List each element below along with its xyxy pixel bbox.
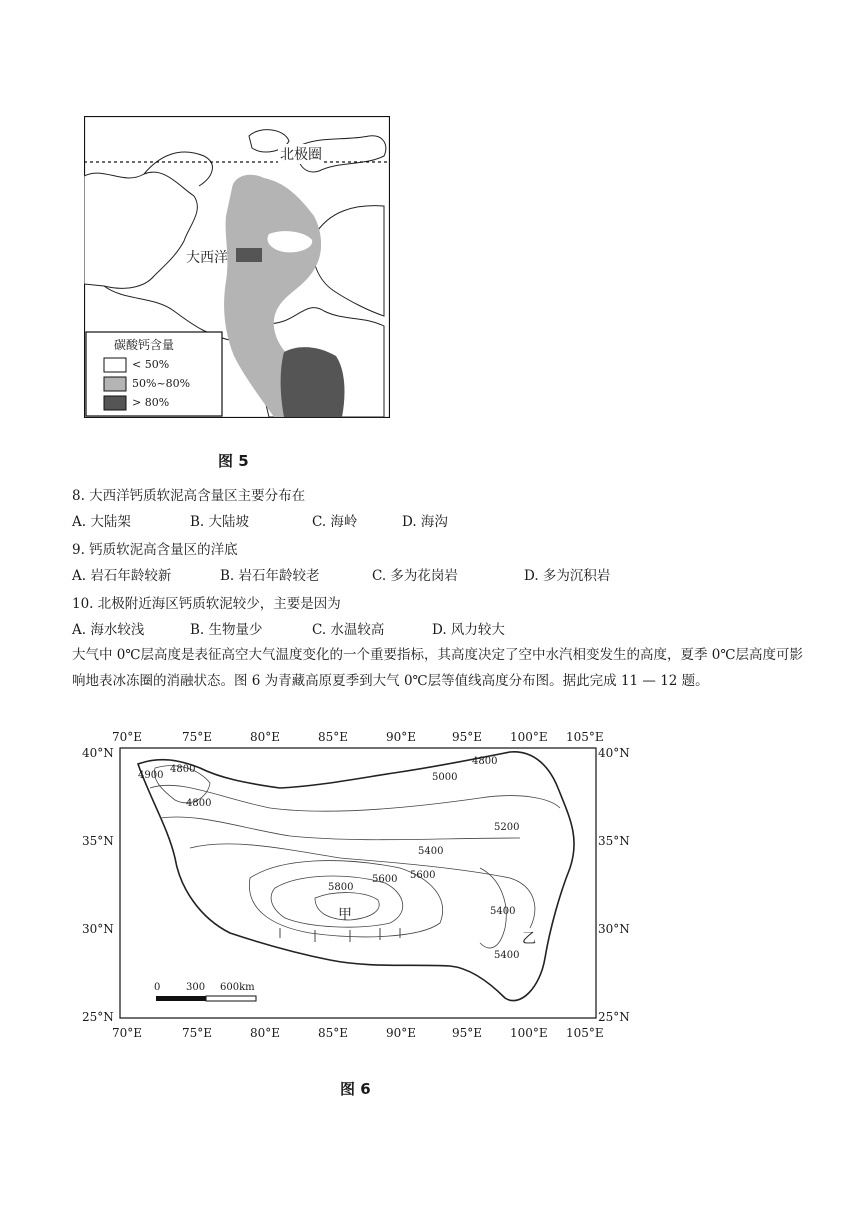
- legend-label-low: < 50%: [132, 358, 170, 371]
- contour-label: 5200: [494, 822, 520, 833]
- lon-label-bottom-80: 80°E: [250, 1026, 281, 1040]
- lat-label-right-25: 25°N: [598, 1010, 630, 1024]
- scale-label-600: 600km: [220, 982, 255, 993]
- figure-6-map: [80, 728, 640, 1048]
- legend-label-high: > 80%: [132, 396, 170, 409]
- lon-label-bottom-70: 70°E: [112, 1026, 143, 1040]
- contour-label: 5600: [372, 874, 398, 885]
- lon-label-bottom-85: 85°E: [318, 1026, 349, 1040]
- contour-label: 5600: [410, 870, 436, 881]
- question-9-option-d[interactable]: D. 多为沉积岩: [524, 568, 611, 584]
- question-8-option-d[interactable]: D. 海沟: [402, 514, 448, 530]
- contour-label: 5800: [328, 882, 354, 893]
- contour-label: 4900: [138, 770, 164, 781]
- question-8-option-a[interactable]: A. 大陆架: [72, 514, 131, 530]
- question-9-stem: 9. 钙质软泥高含量区的洋底: [72, 542, 238, 558]
- question-10-option-c[interactable]: C. 水温较高: [312, 622, 385, 638]
- lon-label-top-100: 100°E: [510, 730, 548, 744]
- question-8-stem: 8. 大西洋钙质软泥高含量区主要分布在: [72, 488, 306, 504]
- figure-5-svg: [84, 116, 390, 418]
- atlantic-ocean-label: 大西洋: [186, 250, 228, 266]
- lon-label-top-75: 75°E: [182, 730, 213, 744]
- lat-label-right-35: 35°N: [598, 834, 630, 848]
- figure-6-svg: [80, 728, 640, 1048]
- scale-label-0: 0: [154, 982, 161, 993]
- legend-swatch-low: [104, 358, 126, 372]
- legend-title: 碳酸钙含量: [114, 338, 175, 352]
- lat-label-right-40: 40°N: [598, 746, 630, 760]
- lat-label-left-30: 30°N: [82, 922, 114, 936]
- map-frame: [120, 748, 596, 1018]
- lat-label-right-30: 30°N: [598, 922, 630, 936]
- lon-label-bottom-105: 105°E: [566, 1026, 604, 1040]
- contour-label: 5400: [494, 950, 520, 961]
- high-calcium-zone-south: [281, 347, 345, 417]
- contour-label: 5000: [432, 772, 458, 783]
- question-10-option-d[interactable]: D. 风力较大: [432, 622, 505, 638]
- figure-6-caption: 图 6: [340, 1080, 371, 1098]
- arctic-circle-label: 北极圈: [278, 144, 324, 164]
- question-10-stem: 10. 北极附近海区钙质软泥较少，主要是因为: [72, 596, 341, 612]
- lon-label-top-90: 90°E: [386, 730, 417, 744]
- contour-label: 5400: [490, 906, 516, 917]
- question-8-option-b[interactable]: B. 大陆坡: [190, 514, 250, 530]
- intro-paragraph: 大气中 0℃层高度是表征高空大气温度变化的一个重要指标，其高度决定了空中水汽相变发生的高度，夏季 0℃层高度可影响地表冰冻圈的消融状态。图 6 为青藏高原夏季到大气 0℃层等值线高度分布图。据此完成 11 — 12 题。: [72, 647, 803, 689]
- question-9-option-b[interactable]: B. 岩石年龄较老: [220, 568, 320, 584]
- lon-label-top-105: 105°E: [566, 730, 604, 744]
- lat-label-left-35: 35°N: [82, 834, 114, 848]
- lat-label-left-40: 40°N: [82, 746, 114, 760]
- legend-swatch-high: [104, 396, 126, 410]
- legend-swatch-mid: [104, 377, 126, 391]
- figure-5-map: [84, 116, 390, 418]
- legend-label-mid: 50%~80%: [132, 377, 191, 390]
- contour-label: 4800: [186, 798, 212, 809]
- lon-label-bottom-75: 75°E: [182, 1026, 213, 1040]
- contour-label: 4800: [170, 764, 196, 775]
- high-calcium-zone-north: [236, 248, 262, 262]
- lon-label-bottom-90: 90°E: [386, 1026, 417, 1040]
- contour-label: 5400: [418, 846, 444, 857]
- figure-5-caption: 图 5: [218, 452, 249, 470]
- point-label-yi: 乙: [522, 931, 536, 947]
- contour-label: 4800: [472, 756, 498, 767]
- lon-label-top-80: 80°E: [250, 730, 281, 744]
- lon-label-bottom-100: 100°E: [510, 1026, 548, 1040]
- question-9-option-a[interactable]: A. 岩石年龄较新: [72, 568, 172, 584]
- question-8-option-c[interactable]: C. 海岭: [312, 514, 358, 530]
- lat-label-left-25: 25°N: [82, 1010, 114, 1024]
- lon-label-bottom-95: 95°E: [452, 1026, 483, 1040]
- lon-label-top-70: 70°E: [112, 730, 143, 744]
- question-10-option-a[interactable]: A. 海水较浅: [72, 622, 145, 638]
- point-label-jia: 甲: [338, 907, 352, 923]
- question-9-option-c[interactable]: C. 多为花岗岩: [372, 568, 458, 584]
- lon-label-top-95: 95°E: [452, 730, 483, 744]
- scale-label-300: 300: [186, 982, 206, 993]
- lon-label-top-85: 85°E: [318, 730, 349, 744]
- question-10-option-b[interactable]: B. 生物量少: [190, 622, 263, 638]
